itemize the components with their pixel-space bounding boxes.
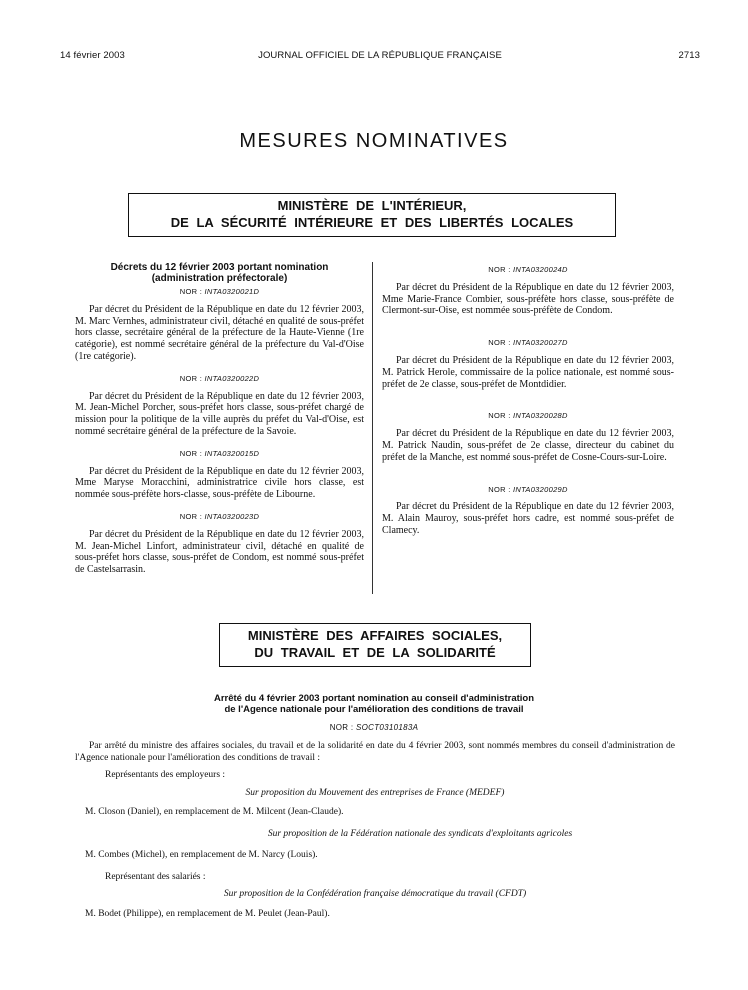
nor-label: NOR :	[488, 265, 511, 274]
nor-reference	[382, 484, 674, 496]
proposal-medef: Sur proposition du Mouvement des entreprises de France (MEDEF)	[245, 787, 505, 798]
employees-label: Représentant des salariés :	[105, 871, 206, 882]
decree-paragraph: Par décret du Président de la République en date du 12 février 2003, M. Patrick Naudin, sous-préfet de 2e classe, directeur du cabinet du préfet de la Manche, est nommé sous-préfet de Cosne-Cours-sur-Loire.	[382, 428, 674, 463]
column-divider	[372, 262, 373, 594]
nor-reference	[382, 337, 674, 349]
nor-code: INTA0320015D	[204, 448, 260, 458]
nor-code: INTA0320023D	[204, 511, 260, 521]
left-column	[75, 262, 364, 586]
nor-label: NOR :	[179, 448, 203, 458]
decrees-title-line2: (administration préfectorale)	[151, 273, 288, 284]
ministry-social-affairs-box	[219, 623, 531, 667]
page-number: 2713	[678, 50, 700, 61]
decree-paragraph: Par décret du Président de la République en date du 12 février 2003, M. Alain Mauroy, sous-préfet hors cadre, est nommé sous-préfet de Clamecy.	[382, 501, 674, 536]
ministry-social-line1: MINISTÈRE DES AFFAIRES SOCIALES,	[247, 628, 503, 644]
nor-reference	[75, 511, 364, 523]
decree-paragraph: Par décret du Président de la République en date du 12 février 2003, Mme Marie-France Combier, sous-préfète hors classe, sous-préfète de Clermont-sur-Oise, est nommée sous-préfète de Condom.	[382, 281, 674, 317]
nor-label: NOR :	[488, 411, 511, 421]
arrete-title-line1: Arrêté du 4 février 2003 portant nomination au conseil d'administration	[213, 693, 535, 704]
nor-label: NOR :	[179, 511, 203, 521]
nor-code: INTA0320028D	[512, 411, 568, 421]
decree-paragraph: Par décret du Président de la République en date du 12 février 2003, M. Jean-Michel Porcher, sous-préfet hors classe, sous-préfet chargé de mission pour la politique de la ville auprès du préfet du Val-d'Oise, est nommé secrétaire général de la préfecture de la Savoie.	[75, 390, 364, 437]
ministry-social-line2: DU TRAVAIL ET DE LA SOLIDARITÉ	[254, 645, 496, 660]
proposal-cfdt: Sur proposition de la Confédération française démocratique du travail (CFDT)	[223, 889, 527, 899]
nor-reference	[75, 448, 364, 460]
ministry-interior-box	[128, 193, 616, 237]
decrees-title	[75, 262, 364, 284]
nor-code: INTA0320027D	[512, 338, 568, 348]
ministry-interior-line2: DE LA SÉCURITÉ INTÉRIEURE ET DES LIBERTÉS LOCALES	[170, 215, 574, 230]
nor-reference	[75, 286, 364, 298]
header-date: 14 février 2003	[60, 50, 125, 61]
nor-label: NOR :	[488, 338, 511, 348]
member-entry: M. Closon (Daniel), en remplacement de M. Milcent (Jean-Claude).	[85, 807, 344, 817]
arrete-title	[80, 693, 668, 715]
nor-reference	[382, 264, 674, 276]
decree-paragraph: Par décret du Président de la République en date du 12 février 2003, M. Patrick Herole, commissaire de la police nationale, est nommé sous-préfet de 2e classe, sous-préfet de Montdidier.	[382, 354, 674, 390]
nor-label: NOR :	[179, 287, 203, 296]
arrete-title-line2: de l'Agence nationale pour l'amélioration des conditions de travail	[224, 704, 524, 715]
section-title: MESURES NOMINATIVES	[239, 130, 509, 152]
nor-code: INTA0320029D	[512, 484, 568, 494]
arrete-intro: Par arrêté du ministre des affaires sociales, du travail et de la solidarité en date du 4 février 2003, sont nommés membres du conseil d'administration de l'Agence nationale pour l'amélioration des conditions de travail :	[75, 741, 675, 763]
journal-title: JOURNAL OFFICIEL DE LA RÉPUBLIQUE FRANÇAISE	[258, 50, 502, 61]
decree-paragraph: Par décret du Président de la République en date du 12 février 2003, M. Marc Vernhes, administrateur civil, détaché en qualité de sous-préfet hors classe, secrétaire général de la préfecture de la Haute-Vienne (1re catégorie), est nommé secrétaire général de la préfecture du Val-d'Oise (1re catégorie).	[75, 303, 364, 362]
ministry-interior-line1: MINISTÈRE DE L'INTÉRIEUR,	[277, 198, 467, 214]
nor-code: INTA0320021D	[204, 287, 260, 296]
member-entry: M. Combes (Michel), en remplacement de M. Narcy (Louis).	[85, 850, 318, 860]
arrete-body	[75, 741, 675, 930]
page-header	[60, 50, 700, 64]
nor-label: NOR :	[329, 723, 354, 732]
employers-label: Représentants des employeurs :	[105, 770, 226, 780]
nor-code: INTA0320024D	[512, 265, 568, 274]
decree-paragraph: Par décret du Président de la République en date du 12 février 2003, Mme Maryse Moracchini, administratrice civile hors classe, est nommée sous-préfète hors-classe, sous-préfète de Libourne.	[75, 465, 364, 501]
nor-label: NOR :	[179, 373, 203, 383]
member-entry: M. Bodet (Philippe), en remplacement de M. Peulet (Jean-Paul).	[85, 908, 330, 919]
arrete-nor-reference	[80, 723, 668, 732]
nor-code: INTA0320022D	[204, 373, 260, 383]
nor-code: SOCT0310183A	[355, 723, 419, 732]
decree-paragraph: Par décret du Président de la République en date du 12 février 2003, M. Jean-Michel Linfort, administrateur civil, détaché en qualité de sous-préfet hors classe, sous-préfet de Condom, est nommé sous-préfet de Castelsarrasin.	[75, 528, 364, 576]
nor-label: NOR :	[488, 484, 511, 494]
nor-reference	[75, 373, 364, 385]
proposal-fnsea: Sur proposition de la Fédération nationale des syndicats d'exploitants agricoles	[267, 828, 573, 839]
decrees-title-line1: Décrets du 12 février 2003 portant nomination	[110, 262, 329, 273]
nor-reference	[382, 410, 674, 422]
right-column	[382, 262, 674, 547]
